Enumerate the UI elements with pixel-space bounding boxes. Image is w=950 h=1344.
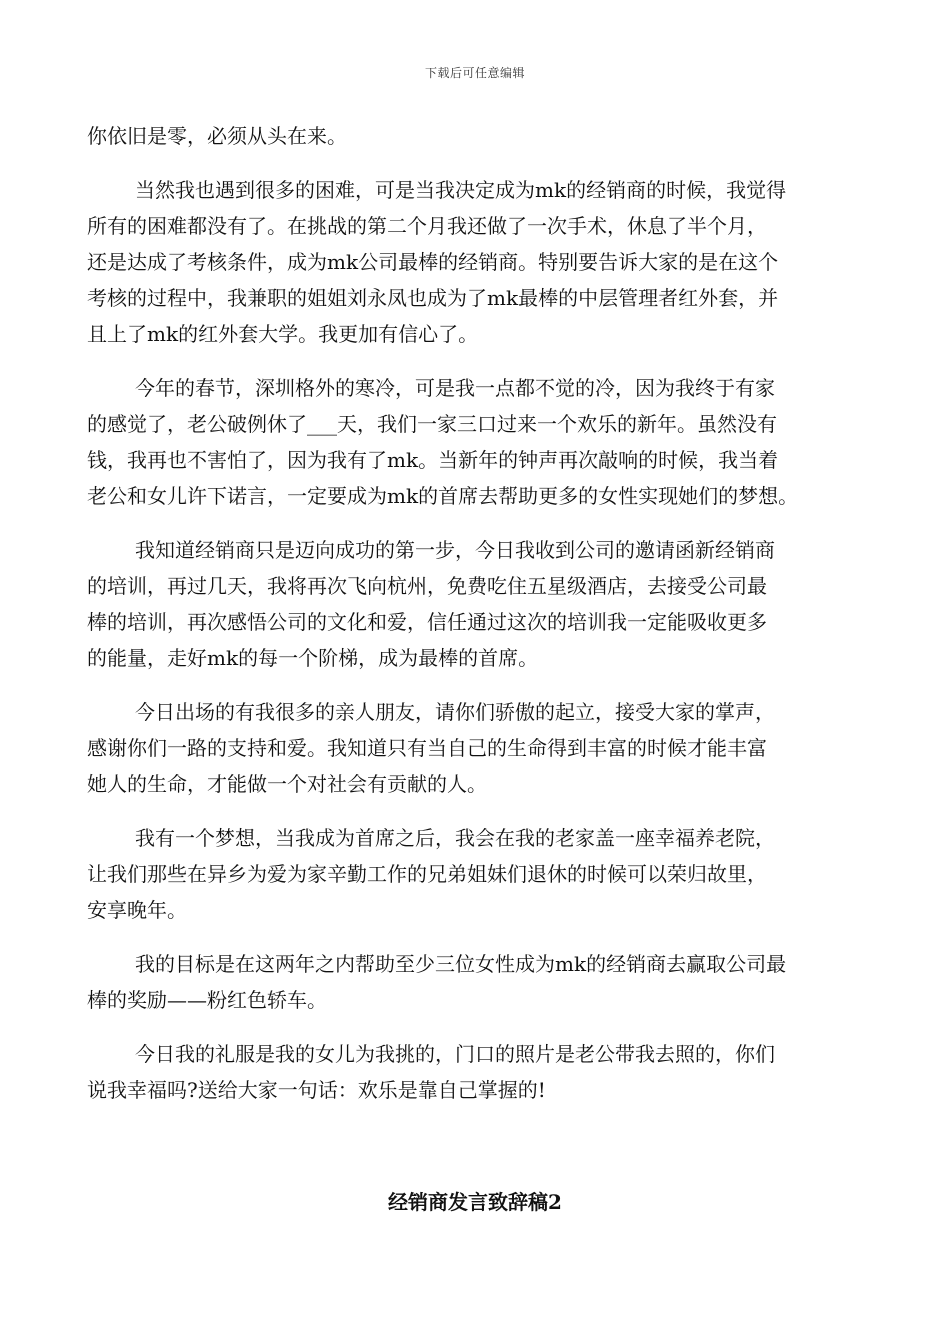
- paragraph-line: 的能量，走好mk的每一个阶梯，成为最棒的首席。: [87, 646, 539, 670]
- paragraph-line: 还是达成了考核条件，成为mk公司最棒的经销商。特别要告诉大家的是在这个: [87, 250, 779, 274]
- body-text: [87, 118, 877, 1108]
- paragraph-line: 感谢你们一路的支持和爱。我知道只有当自己的生命得到丰富的时候才能丰富: [87, 736, 767, 760]
- paragraph-line: 今年的春节，深圳格外的寒冷，可是我一点都不觉的冷，因为我终于有家: [135, 376, 775, 400]
- paragraph: [87, 172, 877, 352]
- paragraph: [87, 946, 877, 1018]
- header-note: 下载后可任意编辑: [424, 66, 525, 80]
- paragraph: [87, 118, 877, 154]
- paragraph-line: 我的目标是在这两年之内帮助至少三位女性成为mk的经销商去赢取公司最: [135, 952, 787, 976]
- paragraph-line: 棒的培训，再次感悟公司的文化和爱，信任通过这次的培训我一定能吸收更多: [87, 610, 767, 634]
- paragraph-line: 让我们那些在异乡为爱为家辛勤工作的兄弟姐妹们退休的时候可以荣归故里，: [87, 862, 767, 886]
- paragraph-line: 今日出场的有我很多的亲人朋友，请你们骄傲的起立，接受大家的掌声，: [135, 700, 775, 724]
- paragraph: [87, 370, 877, 514]
- paragraph-line: 你依旧是零，必须从头在来。: [87, 124, 347, 148]
- paragraph-line: 当然我也遇到很多的困难，可是当我决定成为mk的经销商的时候，我觉得: [135, 178, 787, 202]
- paragraph-line: 我有一个梦想，当我成为首席之后，我会在我的老家盖一座幸福养老院，: [135, 826, 775, 850]
- paragraph: [87, 532, 877, 676]
- paragraph: [87, 820, 877, 928]
- paragraph-line: 棒的奖励——粉红色轿车。: [87, 988, 327, 1012]
- section-heading: 经销商发言致辞稿2: [388, 1190, 562, 1214]
- paragraph-line: 的培训，再过几天，我将再次飞向杭州，免费吃住五星级酒店，去接受公司最: [87, 574, 767, 598]
- paragraph-line: 她人的生命，才能做一个对社会有贡献的人。: [87, 772, 487, 796]
- paragraph-line: 所有的困难都没有了。在挑战的第二个月我还做了一次手术，休息了半个月，: [87, 214, 767, 238]
- paragraph-line: 我知道经销商只是迈向成功的第一步，今日我收到公司的邀请函新经销商: [135, 538, 775, 562]
- paragraph-line: 的感觉了，老公破例休了___天，我们一家三口过来一个欢乐的新年。虽然没有: [87, 412, 777, 436]
- paragraph-line: 钱，我再也不害怕了，因为我有了mk。当新年的钟声再次敲响的时候，我当着: [87, 448, 779, 472]
- paragraph-line: 考核的过程中，我兼职的姐姐刘永凤也成为了mk最棒的中层管理者红外套，并: [87, 286, 779, 310]
- paragraph-line: 老公和女儿许下诺言，一定要成为mk的首席去帮助更多的女性实现她们的梦想。: [87, 484, 799, 508]
- paragraph-line: 且上了mk的红外套大学。我更加有信心了。: [87, 322, 479, 346]
- paragraph: [87, 1036, 877, 1108]
- paragraph-line: 今日我的礼服是我的女儿为我挑的，门口的照片是老公带我去照的，你们: [135, 1042, 775, 1066]
- paragraph-line: 安享晚年。: [87, 898, 187, 922]
- paragraph-line: 说我幸福吗?送给大家一句话：欢乐是靠自己掌握的!: [87, 1078, 546, 1102]
- paragraph: [87, 694, 877, 802]
